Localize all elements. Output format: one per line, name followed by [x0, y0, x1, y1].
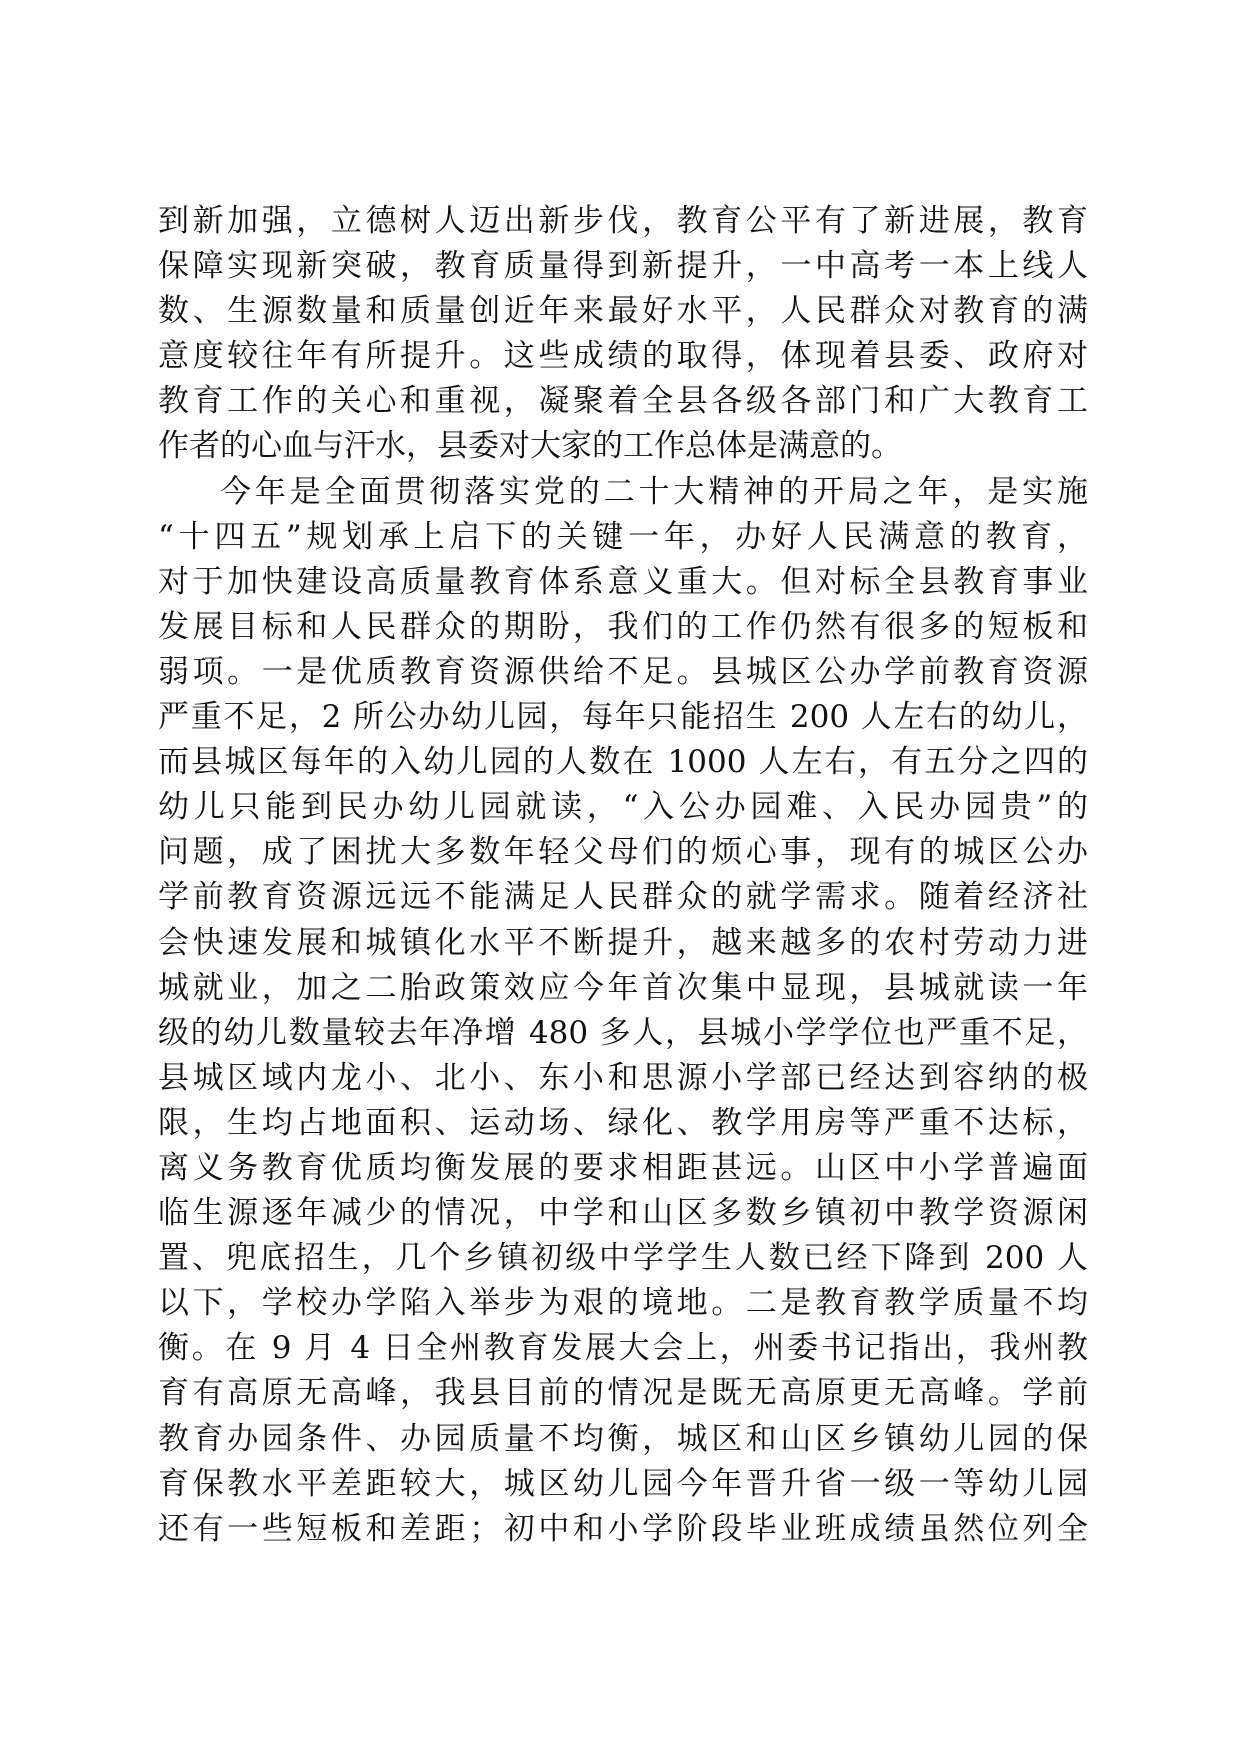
- text-line: 教育工作的关心和重视，凝聚着全县各级各部门和广大教育工: [158, 383, 1088, 420]
- text-line: 对于加快建设高质量教育体系意义重大。但对标全县教育事业: [158, 563, 1088, 600]
- text-line: “十四五”规划承上启下的关键一年，办好人民满意的教育，: [158, 518, 1088, 555]
- text-line: 意度较往年有所提升。这些成绩的取得，体现着县委、政府对: [158, 338, 1088, 375]
- text-line: 数、生源数量和质量创近年来最好水平，人民群众对教育的满: [158, 293, 1088, 330]
- text-line: 育保教水平差距较大，城区幼儿园今年晋升省一级一等幼儿园: [158, 1465, 1088, 1502]
- text-line: 以下，学校办学陷入举步为艰的境地。二是教育教学质量不均: [158, 1285, 1088, 1322]
- text-line: 教育办园条件、办园质量不均衡，城区和山区乡镇幼儿园的保: [158, 1420, 1088, 1457]
- paragraph: [158, 470, 1088, 1552]
- text-line: 会快速发展和城镇化水平不断提升，越来越多的农村劳动力进: [158, 924, 1088, 961]
- text-line: 育有高原无高峰，我县目前的情况是既无高原更无高峰。学前: [158, 1375, 1088, 1412]
- text-line: 到新加强，立德树人迈出新步伐，教育公平有了新进展，教育: [158, 203, 1088, 239]
- paragraph: [158, 199, 1088, 470]
- text-line: 问题，成了困扰大多数年轻父母们的烦心事，现有的城区公办: [158, 834, 1088, 871]
- text-line: 学前教育资源远远不能满足人民群众的就学需求。随着经济社: [158, 879, 1088, 916]
- text-line: 级的幼儿数量较去年净增 480 多人，县城小学学位也严重不足，: [158, 1014, 1088, 1051]
- text-line: 发展目标和人民群众的期盼，我们的工作仍然有很多的短板和: [158, 608, 1088, 645]
- text-line: 保障实现新突破，教育质量得到新提升，一中高考一本上线人: [158, 248, 1088, 285]
- text-line: 衡。在 9 月 4 日全州教育发展大会上，州委书记指出，我州教: [158, 1330, 1088, 1367]
- text-line: 作者的心血与汗水，县委对大家的工作总体是满意的。: [158, 428, 902, 465]
- text-line: 临生源逐年减少的情况，中学和山区多数乡镇初中教学资源闲: [158, 1195, 1088, 1232]
- text-line: 严重不足，2 所公办幼儿园，每年只能招生 200 人左右的幼儿，: [158, 699, 1088, 736]
- text-line: 置、兜底招生，几个乡镇初级中学学生人数已经下降到 200 人: [158, 1240, 1088, 1277]
- text-line: 县城区域内龙小、北小、东小和思源小学部已经达到容纳的极: [158, 1059, 1088, 1096]
- text-line: 城就业，加之二胎政策效应今年首次集中显现，县城就读一年: [158, 969, 1088, 1006]
- text-line: 限，生均占地面积、运动场、绿化、教学用房等严重不达标，: [158, 1104, 1088, 1141]
- text-line: 还有一些短板和差距；初中和小学阶段毕业班成绩虽然位列全: [158, 1510, 1088, 1547]
- text-line: 今年是全面贯彻落实党的二十大精神的开局之年，是实施: [220, 473, 1088, 510]
- text-line: 弱项。一是优质教育资源供给不足。县城区公办学前教育资源: [158, 653, 1088, 690]
- text-line: 而县城区每年的入幼儿园的人数在 1000 人左右，有五分之四的: [158, 744, 1088, 781]
- body-text: [158, 199, 1088, 1552]
- text-line: 离义务教育优质均衡发展的要求相距甚远。山区中小学普遍面: [158, 1149, 1088, 1186]
- text-line: 幼儿只能到民办幼儿园就读，“入公办园难、入民办园贵”的: [158, 789, 1088, 826]
